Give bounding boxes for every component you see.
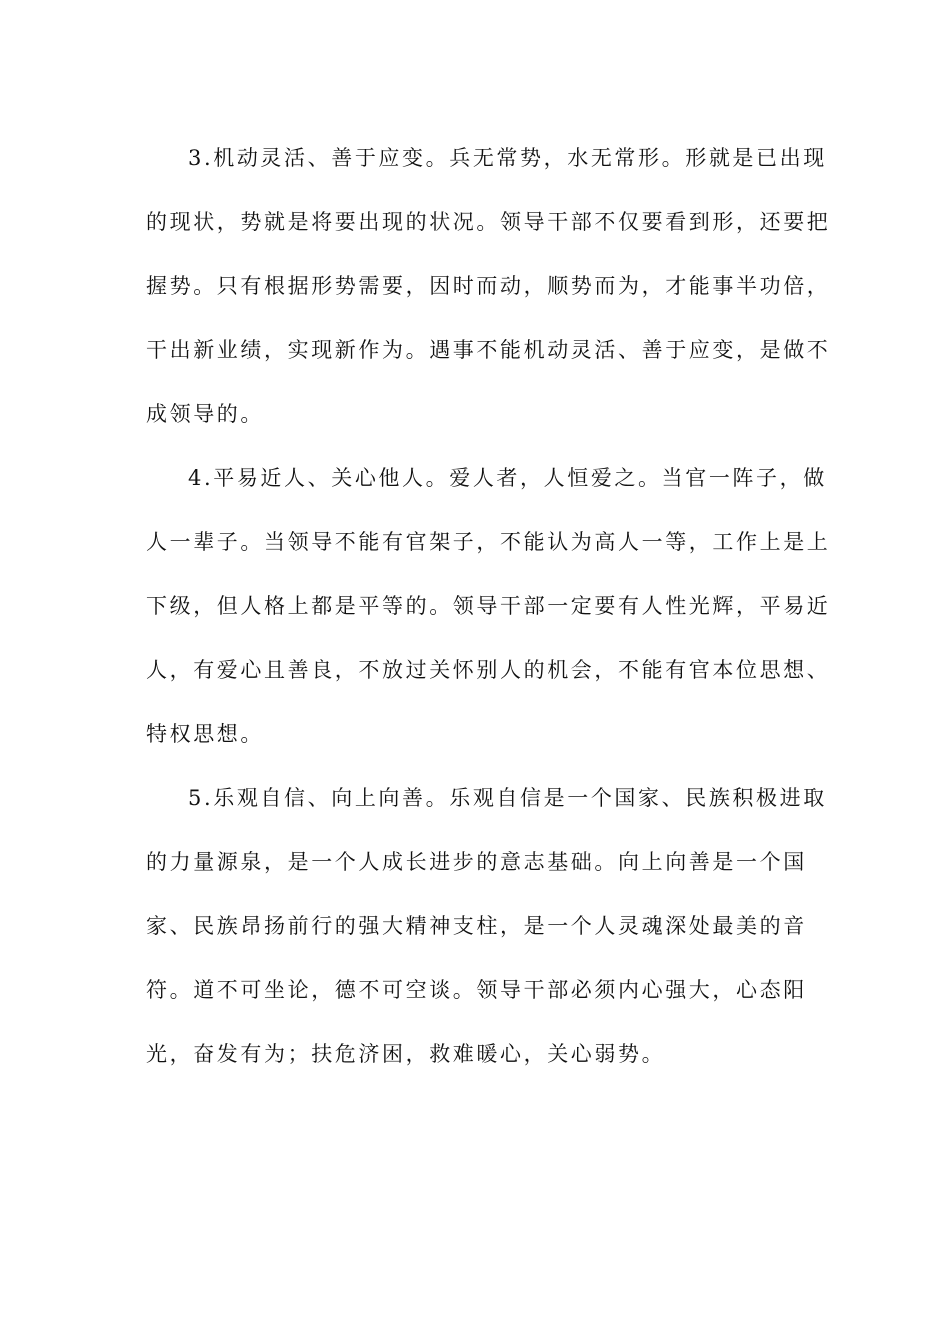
paragraph-line: 5.乐观自信、向上向善。乐观自信是一个国家、民族积极进取 <box>188 786 827 810</box>
paragraph-line: 成领导的。 <box>146 402 264 426</box>
paragraph-line: 下级，但人格上都是平等的。领导干部一定要有人性光辉，平易近 <box>146 594 831 618</box>
paragraph-line: 3.机动灵活、善于应变。兵无常势，水无常形。形就是已出现 <box>188 146 827 170</box>
paragraph-line: 符。道不可坐论，德不可空谈。领导干部必须内心强大，心态阳 <box>146 978 807 1002</box>
paragraph-line: 干出新业绩，实现新作为。遇事不能机动灵活、善于应变，是做不 <box>146 338 831 362</box>
paragraph-line: 人一辈子。当领导不能有官架子，不能认为高人一等，工作上是上 <box>146 530 831 554</box>
paragraph-line: 握势。只有根据形势需要，因时而动，顺势而为，才能事半功倍， <box>146 274 831 298</box>
paragraph-line: 的现状，势就是将要出现的状况。领导干部不仅要看到形，还要把 <box>146 210 831 234</box>
document-body <box>146 126 831 1086</box>
paragraph-4 <box>146 446 831 766</box>
paragraph-line: 特权思想。 <box>146 722 264 746</box>
paragraph-5 <box>146 766 827 1086</box>
paragraph-line: 的力量源泉，是一个人成长进步的意志基础。向上向善是一个国 <box>146 850 807 874</box>
paragraph-3 <box>146 126 831 446</box>
paragraph-line: 光，奋发有为；扶危济困，救难暖心，关心弱势。 <box>146 1042 666 1066</box>
paragraph-line: 4.平易近人、关心他人。爱人者，人恒爱之。当官一阵子，做 <box>188 466 827 490</box>
paragraph-line: 人，有爱心且善良，不放过关怀别人的机会，不能有官本位思想、 <box>146 658 831 682</box>
paragraph-line: 家、民族昂扬前行的强大精神支柱，是一个人灵魂深处最美的音 <box>146 914 807 938</box>
